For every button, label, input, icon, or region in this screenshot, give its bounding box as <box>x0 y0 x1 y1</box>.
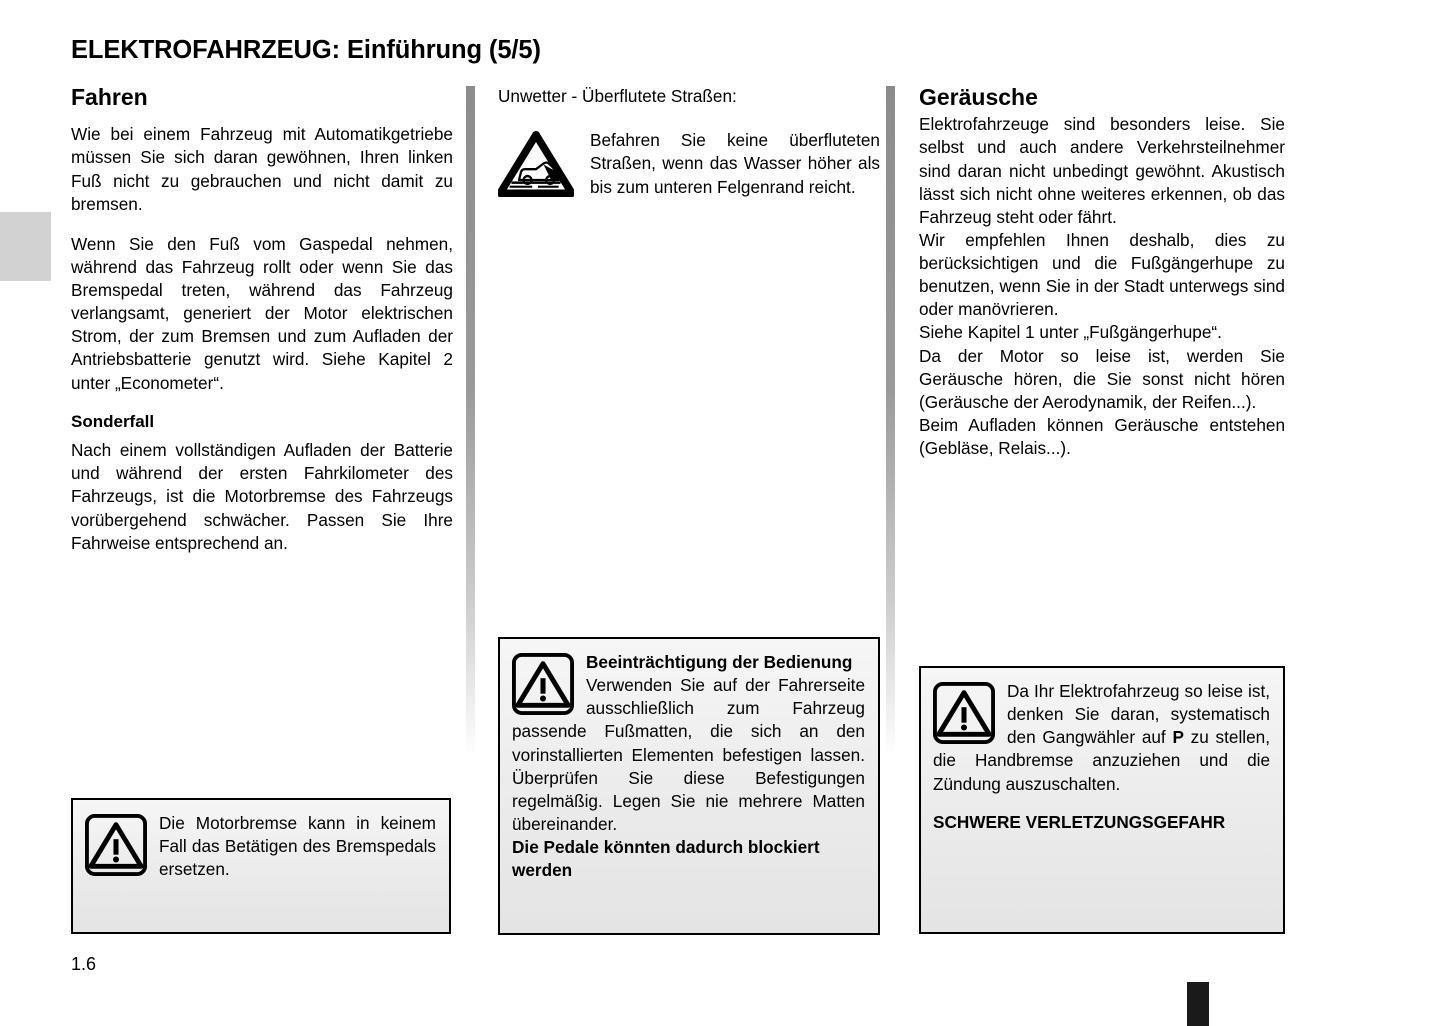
right-paragraph-1: Elektrofahrzeuge sind besonders leise. Sie selbst und auch andere Verkehrsteilnehmer sind daran nicht unbedingt gewöhnt. Akustisch lässt sich nicht ohne weiteres erkennen, ob das Fahrzeug steht oder fährt. <box>919 114 1285 227</box>
left-subheading: Sonderfall <box>71 411 155 431</box>
middle-warning-text: Verwenden Sie auf der Fahrerseite ausschließlich zum Fahrzeug passende Fußmatten, die sich an den vorinstallierten Elementen befestigen lassen. Überprüfen Sie diese Befestigungen regelmäßig. Legen Sie nie mehrere Matten übereinander. <box>512 675 865 834</box>
chapter-tab-marker <box>0 212 51 281</box>
right-paragraph-3: Siehe Kapitel 1 unter „Fußgängerhupe“. <box>919 322 1222 343</box>
right-paragraph-4: Da der Motor so leise ist, werden Sie Geräusche hören, die Sie sonst nicht hören (Geräusche der Aerodynamik, der Reifen...). <box>919 345 1285 412</box>
left-paragraph-2: Wenn Sie den Fuß vom Gaspedal nehmen, während das Fahrzeug rollt oder wenn Sie das Bremspedal treten, während das Fahrzeug verlangsamt, generiert der Motor elektrischen Strom, der zum Bremsen und zum Aufladen der Antriebsbatterie genutzt wird. Siehe Kapitel 2 unter „Econometer“. <box>71 233 453 393</box>
left-warning-text: Die Motorbremse kann in keinem Fall das Betätigen des Bremspedals ersetzen. <box>159 813 436 880</box>
warning-triangle-icon <box>85 814 147 876</box>
page-title <box>71 36 541 65</box>
right-warning-box <box>919 666 1285 934</box>
page-title-sub: Einführung (5/5) <box>346 36 541 64</box>
column-divider-1 <box>466 86 475 756</box>
chapter-index-marker <box>1187 982 1209 1026</box>
right-paragraph-2: Wir empfehlen Ihnen deshalb, dies zu berücksichtigen und die Fußgängerhupe zu benutzen, wenn Sie in der Stadt unterwegs sind oder manövrieren. <box>919 229 1285 320</box>
page-number: 1.6 <box>71 954 97 974</box>
warning-triangle-icon <box>512 653 574 715</box>
warning-spacer <box>933 796 1270 811</box>
right-warning-text-part-2: zu stellen, die Handbremse anzuziehen und die Zündung auszuschalten. <box>933 727 1270 794</box>
flooded-road-triangle-icon <box>498 129 576 202</box>
middle-column <box>498 85 880 202</box>
column-divider-2 <box>886 86 895 756</box>
flood-pictogram-text: Befahren Sie keine überfluteten Straßen, wenn das Wasser höher als bis zum unteren Felgenrand reicht. <box>590 130 880 197</box>
right-warning-emphasis: SCHWERE VERLETZUNGSGEFAHR <box>933 811 1226 832</box>
right-paragraph-5: Beim Aufladen können Geräusche entstehen (Gebläse, Relais...). <box>919 414 1285 459</box>
left-column <box>71 85 453 555</box>
right-column <box>919 85 1285 460</box>
right-warning-gear-letter: P <box>1172 727 1184 748</box>
middle-warning-bold-tail: Die Pedale könnten dadurch blockiert werden <box>512 837 820 881</box>
right-section-heading: Geräusche <box>919 84 1038 110</box>
right-warning-text-part-1: Da Ihr Elektrofahrzeug so leise ist, denken Sie daran, systematisch den Gangwähler auf <box>1007 681 1270 748</box>
warning-triangle-icon <box>933 682 995 744</box>
left-paragraph-3: Nach einem vollständigen Aufladen der Batterie und während der ersten Fahrkilometer des Fahrzeugs, ist die Motorbremse des Fahrzeugs vorübergehend schwächer. Passen Sie Ihre Fahrweise entsprechend an. <box>71 440 453 553</box>
left-paragraph-1: Wie bei einem Fahrzeug mit Automatikgetriebe müssen Sie sich daran gewöhnen, Ihren linken Fuß nicht zu gebrauchen und nicht damit zu bremsen. <box>71 124 453 214</box>
middle-warning-title: Beeinträchtigung der Bedienung <box>586 652 853 672</box>
flood-pictogram-block <box>498 129 880 202</box>
page-title-main: ELEKTROFAHRZEUG: <box>71 36 340 64</box>
left-warning-box <box>71 798 451 934</box>
middle-warning-box <box>498 637 880 935</box>
left-section-heading: Fahren <box>71 84 148 110</box>
middle-caption: Unwetter - Überflutete Straßen: <box>498 86 737 106</box>
